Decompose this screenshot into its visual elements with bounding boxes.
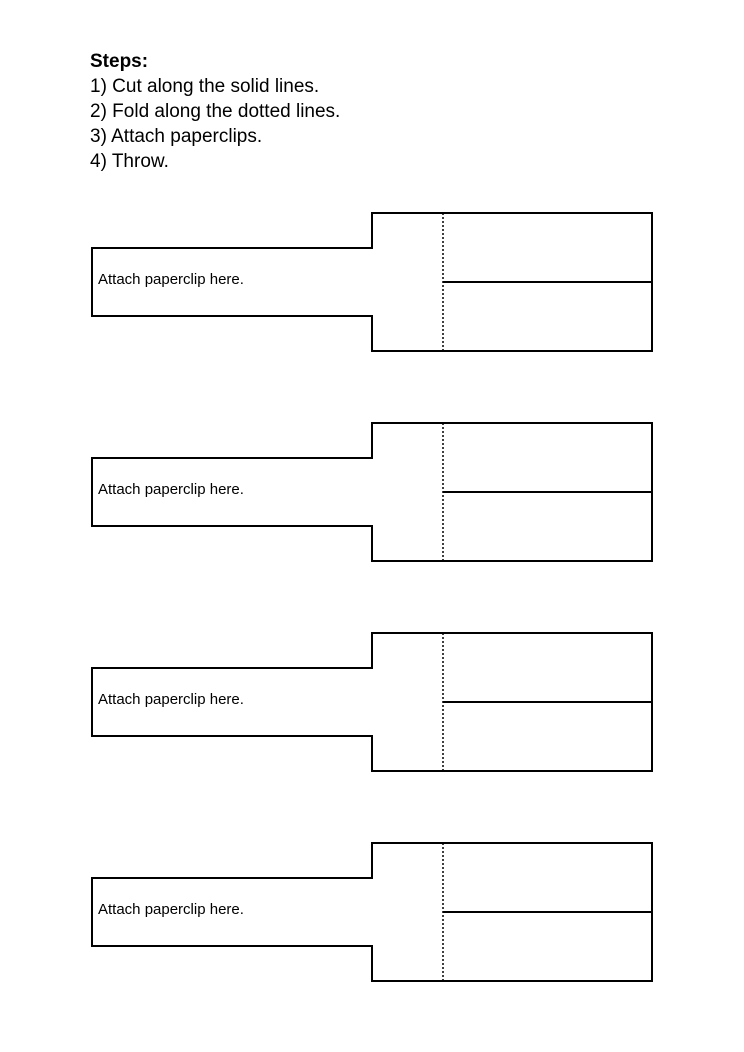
paper-plane-template-2: [90, 422, 654, 563]
paper-plane-template-3: [90, 632, 654, 773]
step-2: 2) Fold along the dotted lines.: [90, 101, 341, 122]
paperclip-label: Attach paperclip here.: [98, 691, 244, 708]
paper-plane-template-4: [90, 842, 654, 983]
paper-plane-template-1: [90, 212, 654, 353]
instructions: [90, 49, 340, 174]
paperclip-label: Attach paperclip here.: [98, 481, 244, 498]
step-1: 1) Cut along the solid lines.: [90, 76, 320, 97]
paperclip-label: Attach paperclip here.: [98, 271, 244, 288]
paperclip-label: Attach paperclip here.: [98, 901, 244, 918]
step-3: 3) Attach paperclips.: [90, 126, 263, 147]
instructions-heading: Steps:: [90, 51, 149, 72]
step-4: 4) Throw.: [90, 151, 169, 172]
